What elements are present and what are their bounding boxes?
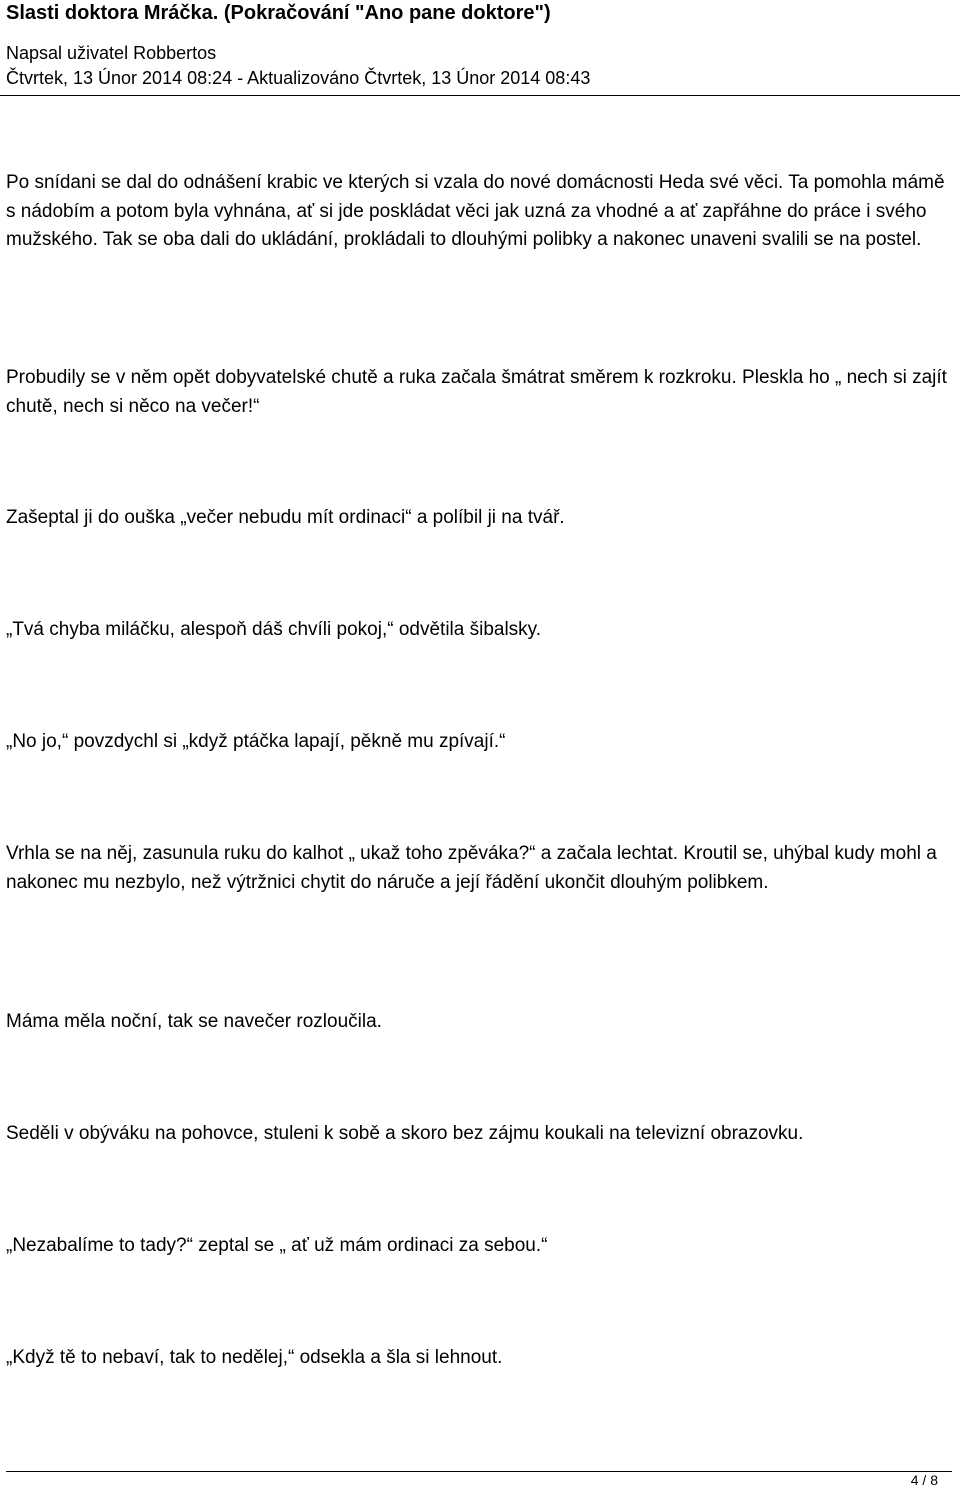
- paragraph-6: Vrhla se na něj, zasunula ruku do kalhot „ ukaž toho zpěváka?“ a začala lechtat. Kroutil se, uhýbal kudy mohl a nakonec mu nezbylo, než výtržnici chytit do náruče a její řádění ukončit dlouhým polibkem.: [6, 843, 937, 893]
- page-number: 4 / 8: [910, 1472, 938, 1488]
- author-line: Napsal uživatel Robbertos: [6, 43, 217, 63]
- paragraph-7: Máma měla noční, tak se navečer rozloučila.: [6, 1011, 382, 1032]
- paragraph-4: „Tvá chyba miláčku, alespoň dáš chvíli pokoj,“ odvětila šibalsky.: [6, 619, 542, 640]
- footer-divider: [6, 1471, 952, 1472]
- article-header: [6, 0, 956, 89]
- article-title: Slasti doktora Mráčka. (Pokračování "Ano pane doktore"): [6, 2, 551, 24]
- paragraph-8: Seděli v obýváku na pohovce, stuleni k sobě a skoro bez zájmu koukali na televizní obrazovku.: [6, 1123, 804, 1144]
- paragraph-2: Probudily se v něm opět dobyvatelské chutě a ruka začala šmátrat směrem k rozkroku. Pleskla ho „ nech si zajít chutě, nech si něco na večer!“: [6, 367, 947, 417]
- paragraph-5: „No jo,“ povzdychl si „když ptáčka lapají, pěkně mu zpívají.“: [6, 731, 506, 752]
- paragraph-1: Po snídani se dal do odnášení krabic ve kterých si vzala do nové domácnosti Heda své věci. Ta pomohla mámě s nádobím a potom byla vyhnána, ať si jde poskládat věci jak uzná za vhodné a ať zapřáhne do práce i svého mužského. Tak se oba dali do ukládání, prokládali to dlouhými polibky a nakonec unaveni svalili se na postel.: [6, 172, 945, 251]
- header-divider: [0, 95, 960, 96]
- paragraph-10: „Když tě to nebaví, tak to nedělej,“ odsekla a šla si lehnout.: [6, 1347, 503, 1368]
- paragraph-3: Zašeptal ji do ouška „večer nebudu mít ordinaci“ a políbil ji na tvář.: [6, 507, 565, 528]
- date-line: Čtvrtek, 13 Únor 2014 08:24 - Aktualizováno Čtvrtek, 13 Únor 2014 08:43: [6, 68, 591, 88]
- paragraph-9: „Nezabalíme to tady?“ zeptal se „ ať už mám ordinaci za sebou.“: [6, 1235, 548, 1256]
